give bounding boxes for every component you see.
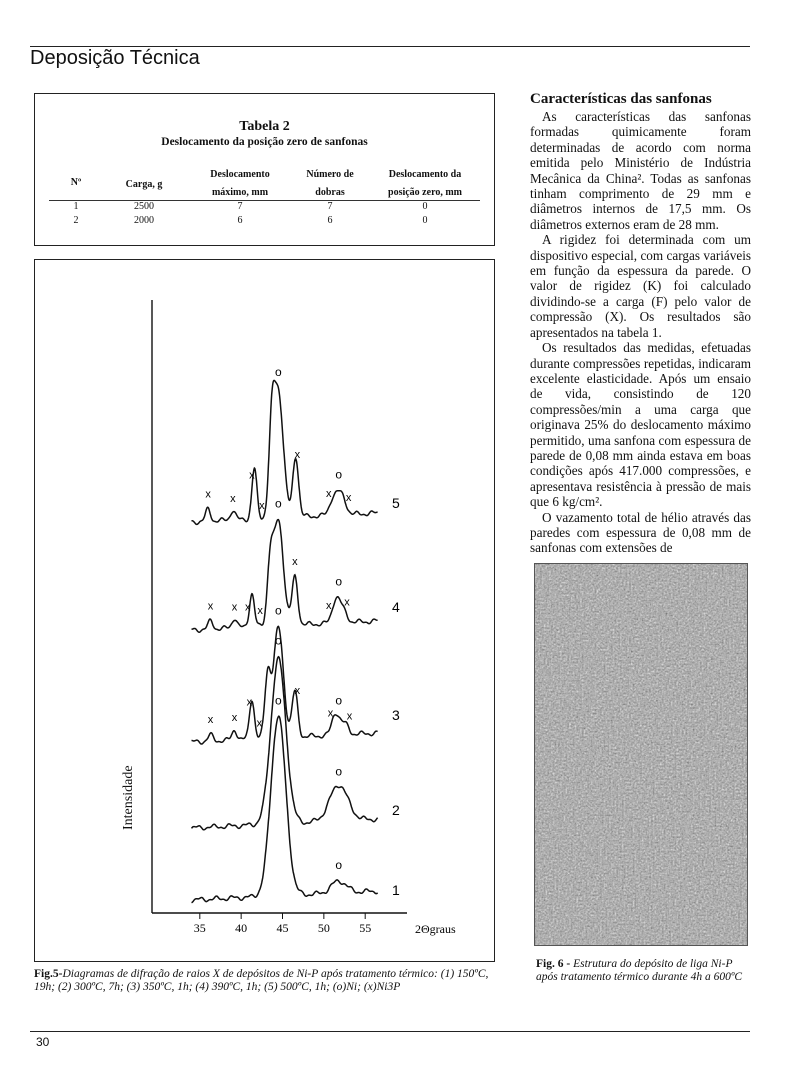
- ni3p-peak-marker: x: [346, 710, 353, 723]
- cell-number: 1: [73, 201, 79, 212]
- cell-max-displacement: 6: [237, 215, 243, 226]
- ni3p-peak-marker: x: [345, 491, 352, 504]
- x-tick-label: 35: [193, 921, 206, 935]
- x-tick-label: 50: [317, 921, 330, 935]
- x-tick-label: 40: [235, 921, 248, 935]
- xrd-pattern-1: [192, 713, 378, 903]
- ni-peak-marker: o: [275, 693, 282, 708]
- table-subtitle: Deslocamento da posição zero de sanfonas: [161, 136, 368, 148]
- page-number: 30: [36, 1035, 50, 1049]
- header-folds-b: dobras: [315, 187, 345, 198]
- xrd-chart: [35, 260, 494, 961]
- page-header-title: Deposição Técnica: [30, 47, 200, 69]
- paragraph: O vazamento total de hélio através das paredes com espessura de 0,08 mm de sanfonas com extensões de: [530, 509, 751, 556]
- paragraph: A rigidez foi determinada com um dispositivo especial, com cargas variáveis em função da espessura da parede. O valor de rigidez (K) foi calculado dividindo-se a carga (F) pelo valor de compressão (X). Os resultados são apresentados na tabela 1.: [530, 232, 751, 340]
- cell-number: 2: [73, 215, 79, 226]
- header-zero-displacement-b: posição zero, mm: [388, 187, 462, 198]
- ni3p-peak-marker: x: [257, 605, 263, 618]
- x-tick-label: 55: [359, 921, 372, 935]
- ni3p-peak-marker: x: [294, 684, 301, 697]
- paragraph: As características das sanfonas formadas quimicamente foram determinadas de acordo com norma emitida pelo Ministério de Indústria Mecânica da China². Todas as sanfonas tinham comprimento de 29 mm e diâmetros internos de 17,5 mm. Os diâmetros externos eram de 28 mm.: [530, 109, 751, 232]
- ni-peak-marker: o: [335, 574, 343, 589]
- footer-rule: [30, 1031, 750, 1032]
- xrd-pattern-3: [192, 626, 378, 744]
- ni3p-peak-marker: x: [231, 712, 238, 725]
- cell-max-displacement: 7: [237, 201, 243, 212]
- ni3p-peak-marker: x: [207, 713, 214, 726]
- cell-folds: 7: [327, 201, 333, 212]
- ni-peak-marker: o: [335, 858, 343, 873]
- fig6-label: Fig. 6 -: [536, 958, 571, 970]
- ni-peak-marker: o: [335, 693, 343, 708]
- ni3p-peak-marker: x: [344, 596, 350, 609]
- section-heading: Características das sanfonas: [530, 91, 712, 107]
- header-folds-a: Número de: [306, 169, 354, 180]
- fig5-caption: [34, 968, 504, 994]
- fig6-text: Estrutura do depósito de liga Ni-P após tratamento térmico durante 4h a 600ºC: [536, 958, 743, 983]
- pattern-label: 4: [392, 599, 400, 615]
- header-load: Carga, g: [125, 179, 163, 190]
- article-body: [530, 109, 751, 556]
- cell-folds: 6: [327, 215, 333, 226]
- header-number: Nº: [70, 177, 82, 188]
- xrd-pattern-4: [192, 520, 378, 633]
- ni3p-peak-marker: x: [249, 469, 255, 482]
- ni3p-peak-marker: x: [231, 601, 238, 614]
- fig6-caption: [536, 958, 751, 984]
- paragraph: Os resultados das medidas, efetuadas durante compressões repetidas, indicaram excelente elasticidade. Após um ensaio de vida, consistindo de 120 compressões/min a uma carga que originava 25% do deslocamento máximo permitido, uma sanfona com espessura de parede de 0,08 mm ainda estava em boas condições após 417.000 compressões, e apresentava resistência à pressão de mais que 6 kg/cm².: [530, 340, 751, 510]
- ni3p-peak-marker: x: [259, 499, 265, 512]
- ni3p-peak-marker: x: [327, 707, 334, 720]
- header-max-displacement-a: Deslocamento: [210, 169, 270, 180]
- ni3p-peak-marker: x: [205, 488, 211, 501]
- header-zero-displacement-a: Deslocamento da: [388, 169, 462, 180]
- cell-zero-displacement: 0: [422, 215, 428, 226]
- ni3p-peak-marker: x: [207, 600, 214, 613]
- micrograph-texture: [535, 564, 748, 946]
- ni-peak-marker: o: [275, 633, 282, 648]
- table-2: [34, 93, 495, 246]
- fig5-label: Fig.5-: [34, 968, 63, 980]
- x-axis-label: 2Θgraus: [415, 922, 456, 936]
- pattern-label: 2: [392, 802, 400, 818]
- table-title: Tabela 2: [239, 119, 290, 134]
- ni-peak-marker: o: [275, 496, 282, 511]
- ni-peak-marker: o: [275, 364, 282, 379]
- ni3p-peak-marker: x: [256, 717, 263, 730]
- y-axis-label: Intensidade: [121, 765, 136, 830]
- ni-peak-marker: o: [335, 764, 343, 779]
- ni3p-peak-marker: x: [292, 555, 298, 568]
- cell-zero-displacement: 0: [422, 201, 428, 212]
- xrd-figure: [34, 259, 495, 962]
- ni3p-peak-marker: x: [294, 449, 301, 462]
- ni-peak-marker: o: [275, 603, 282, 618]
- header-max-displacement-b: máximo, mm: [211, 187, 269, 198]
- cell-load: 2000: [134, 215, 154, 226]
- ni3p-peak-marker: x: [326, 600, 332, 613]
- ni-peak-marker: o: [335, 467, 343, 482]
- pattern-label: 1: [392, 882, 400, 898]
- ni3p-peak-marker: x: [245, 601, 251, 614]
- micrograph-image: [534, 563, 748, 946]
- pattern-label: 3: [392, 707, 400, 723]
- fig5-text: Diagramas de difração de raios X de depósitos de Ni-P após tratamento térmico: (1) 150ºC, 19h; (2) 300ºC, 7h; (3) 350ºC, 1h; (4) 390ºC, 1h; (5) 500ºC, 1h; (o)Ni; (x)Ni3P: [34, 968, 489, 993]
- x-tick-label: 45: [276, 921, 289, 935]
- pattern-label: 5: [392, 495, 400, 511]
- ni3p-peak-marker: x: [230, 493, 236, 506]
- ni3p-peak-marker: x: [246, 696, 253, 709]
- ni3p-peak-marker: x: [326, 488, 332, 501]
- cell-load: 2500: [134, 201, 154, 212]
